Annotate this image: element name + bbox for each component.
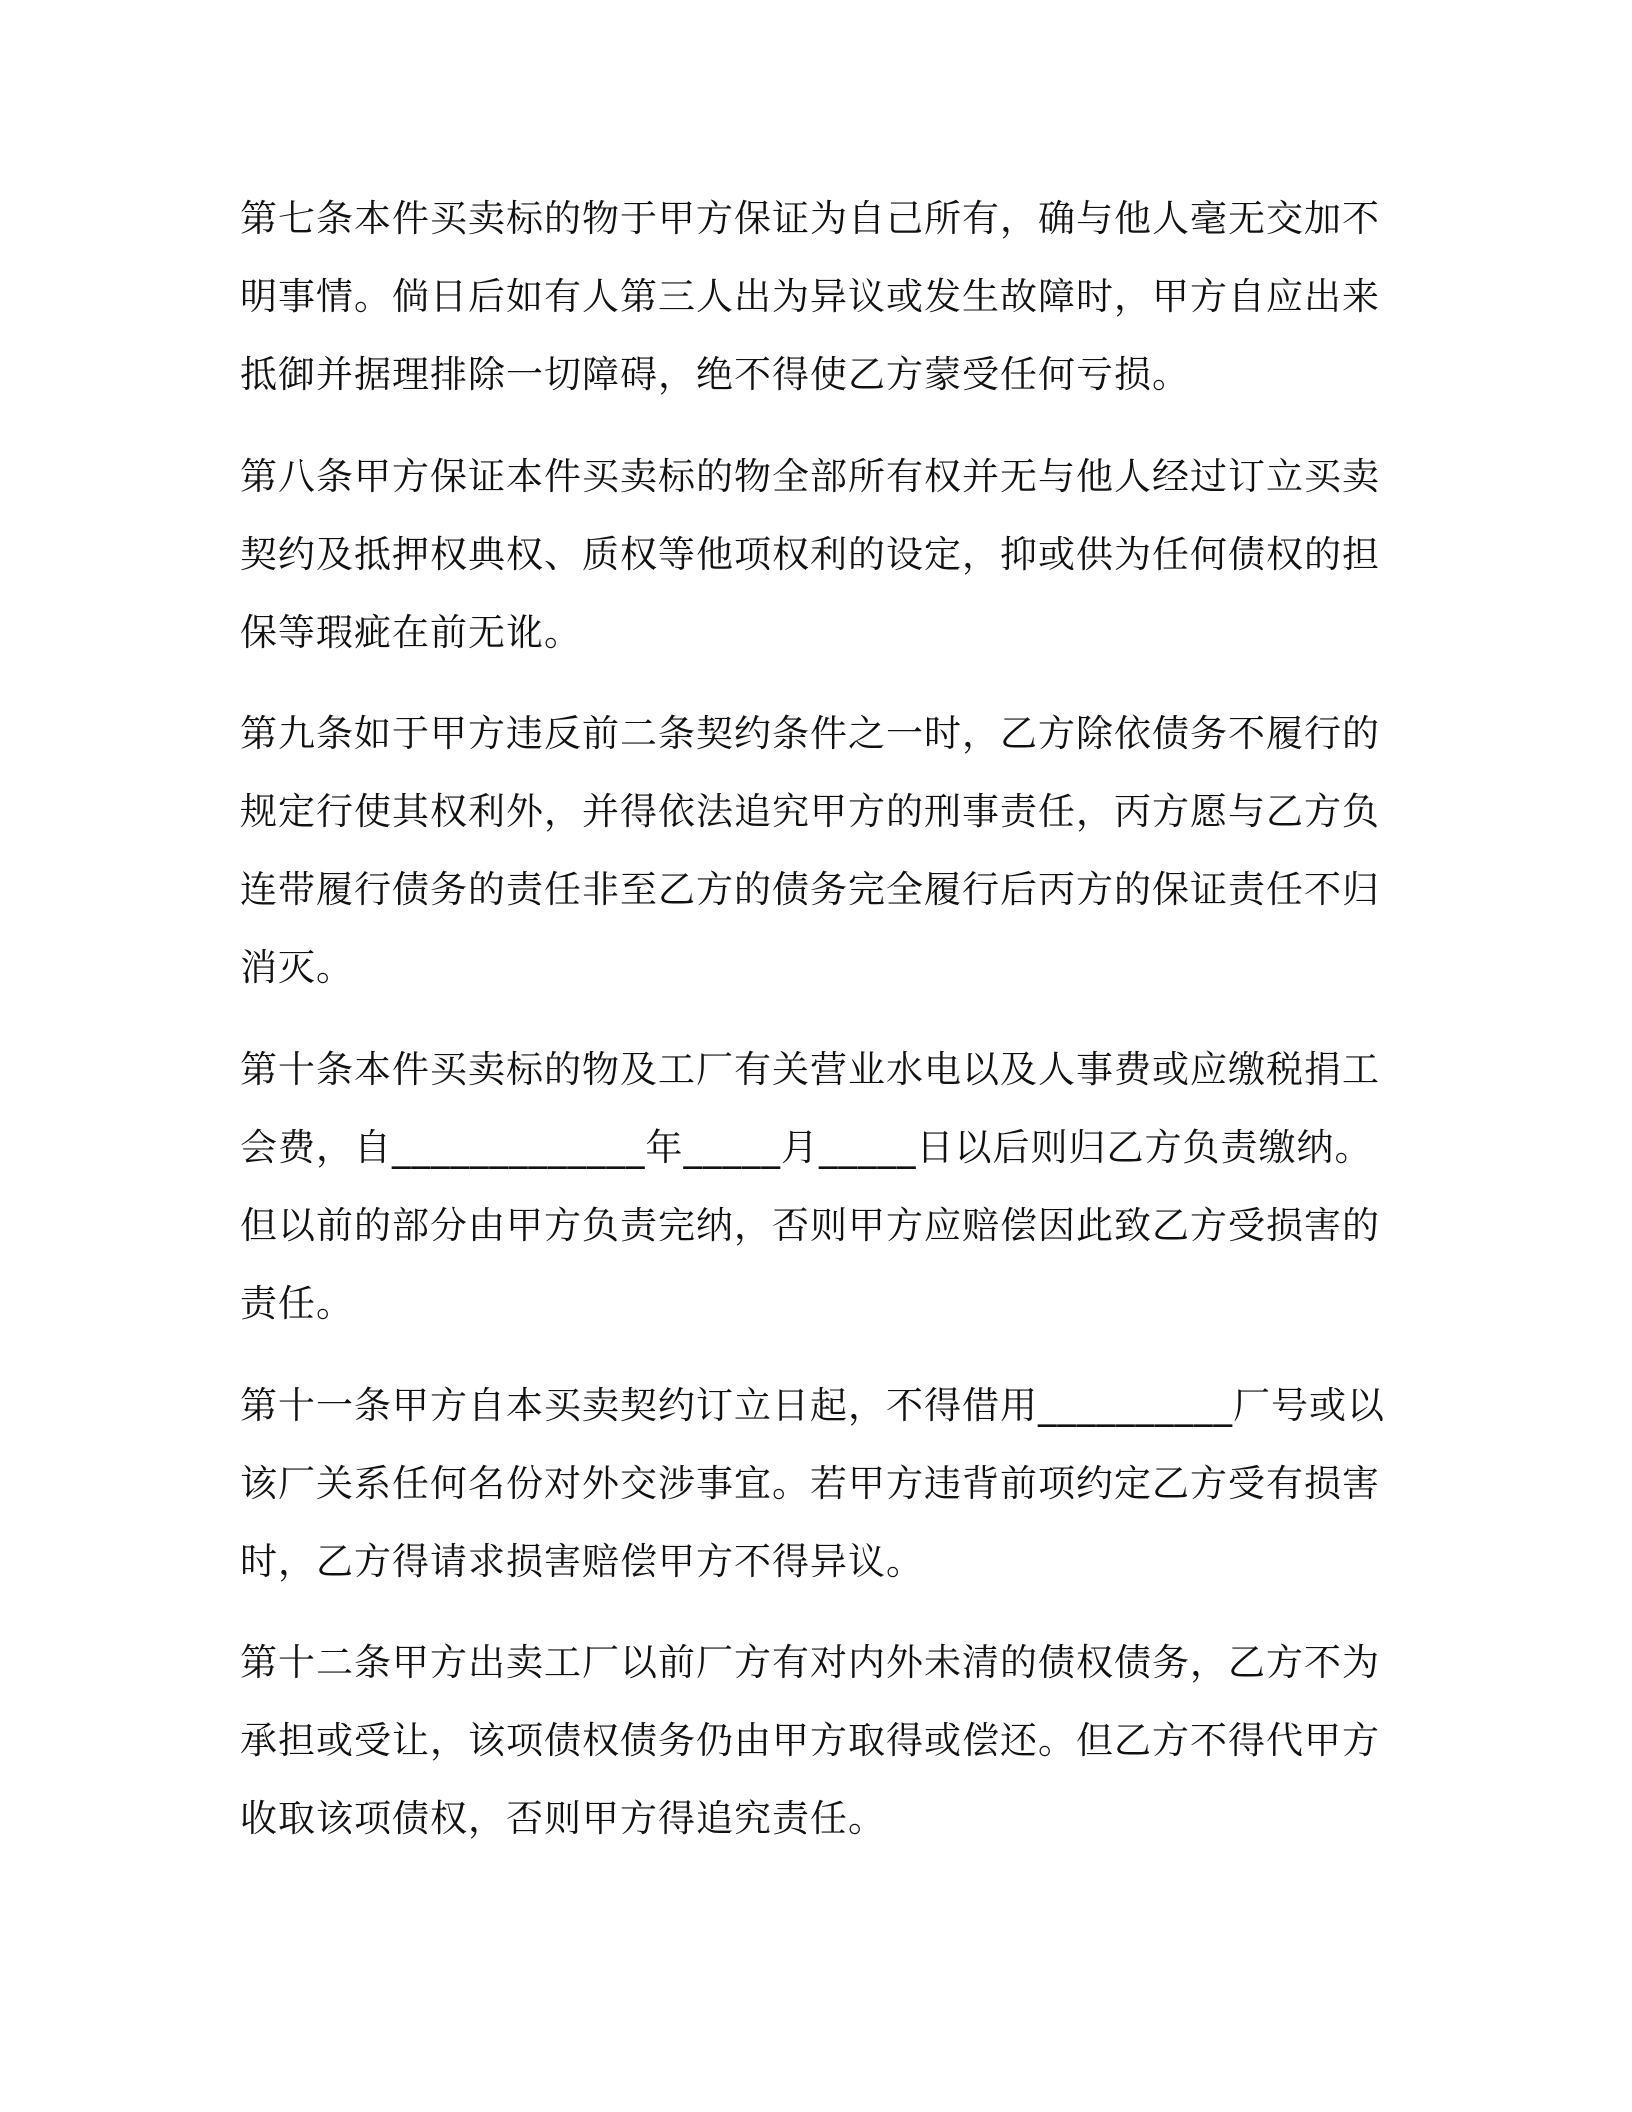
article-7-line-2: 明事情。倘日后如有人第三人出为异议或发生故障时，甲方自应出来 <box>240 275 1380 318</box>
article-12-line-3: 收取该项债权，否则甲方得追究责任。 <box>240 1797 886 1840</box>
article-10 <box>240 1031 1380 1343</box>
article-7 <box>240 180 1380 414</box>
article-11-line-2: 该厂关系任何名份对外交涉事宜。若甲方违背前项约定乙方受有损害 <box>240 1462 1380 1505</box>
article-10-line-3: 但以前的部分由甲方负责完纳，否则甲方应赔偿因此致乙方受损害的 <box>240 1204 1380 1247</box>
article-8-line-2: 契约及抵押权典权、质权等他项权利的设定，抑或供为任何债权的担 <box>240 533 1380 576</box>
article-12-line-2: 承担或受让，该项债权债务仍由甲方取得或偿还。但乙方不得代甲方 <box>240 1719 1380 1762</box>
article-11-line-1: 第十一条甲方自本买卖契约订立日起，不得借用__________厂号或以 <box>240 1384 1385 1427</box>
article-12-line-1: 第十二条甲方出卖工厂以前厂方有对内外未清的债权债务，乙方不为 <box>240 1641 1380 1684</box>
article-7-line-1: 第七条本件买卖标的物于甲方保证为自己所有，确与他人毫无交加不 <box>240 197 1380 240</box>
article-8 <box>240 438 1380 672</box>
article-7-line-3: 抵御并据理排除一切障碍，绝不得使乙方蒙受任何亏损。 <box>240 353 1190 396</box>
article-9-line-4: 消灭。 <box>240 946 354 989</box>
article-9-line-3: 连带履行债务的责任非至乙方的债务完全履行后丙方的保证责任不归 <box>240 868 1380 911</box>
article-11 <box>240 1367 1385 1601</box>
article-9 <box>240 695 1380 1007</box>
article-9-line-2: 规定行使其权利外，并得依法追究甲方的刑事责任，丙方愿与乙方负 <box>240 790 1380 833</box>
article-9-line-1: 第九条如于甲方违反前二条契约条件之一时，乙方除依债务不履行的 <box>240 712 1380 755</box>
article-11-line-3: 时，乙方得请求损害赔偿甲方不得异议。 <box>240 1540 924 1583</box>
article-10-line-4: 责任。 <box>240 1282 354 1325</box>
article-8-line-3: 保等瑕疵在前无讹。 <box>240 611 582 654</box>
article-12 <box>240 1624 1380 1858</box>
article-8-line-1: 第八条甲方保证本件买卖标的物全部所有权并无与他人经过订立买卖 <box>240 455 1380 498</box>
article-10-line-2: 会费，自_____________年_____月_____日以后则归乙方负责缴纳。 <box>240 1126 1373 1169</box>
article-10-line-1: 第十条本件买卖标的物及工厂有关营业水电以及人事费或应缴税捐工 <box>240 1048 1380 1091</box>
